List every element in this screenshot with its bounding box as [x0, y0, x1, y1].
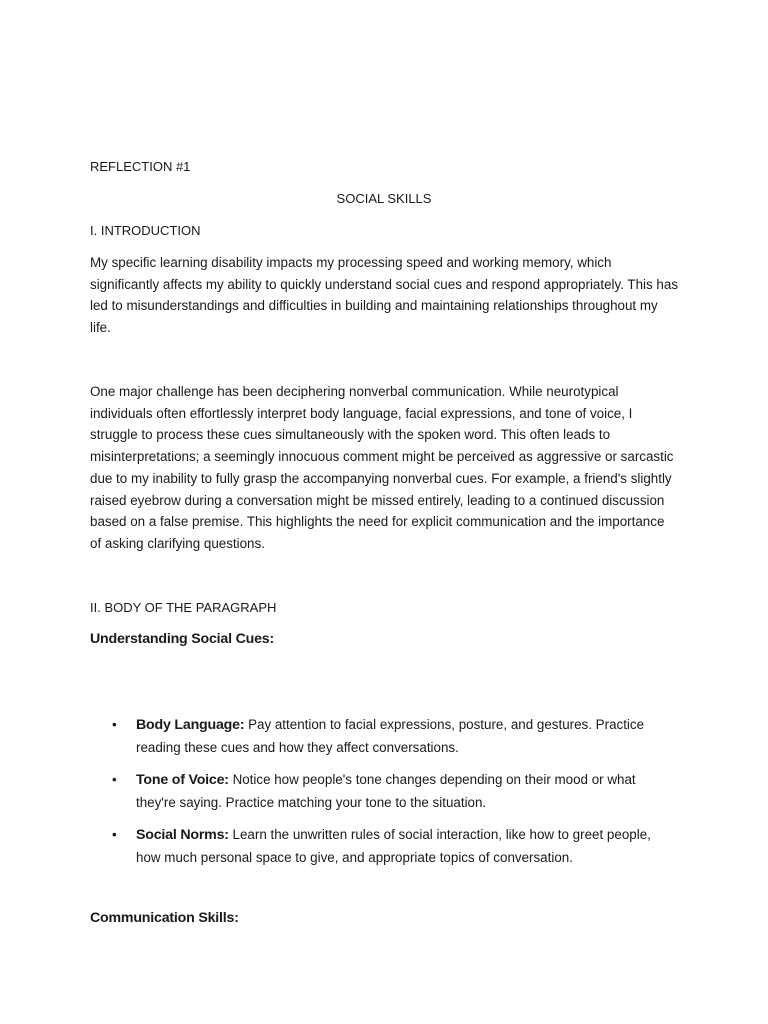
bullet-term: Body Language:: [136, 717, 245, 733]
intro-paragraph-1: My specific learning disability impacts my processing speed and working memory, which significantly affects my ability to quickly understand social cues and respond appropriately. This has led to misunderstandings and difficulties in building and maintaining relationships throughout my life.: [90, 255, 679, 336]
section-heading-body: II. BODY OF THE PARAGRAPH: [90, 600, 277, 615]
bullet-text: Pay attention to facial expressions, posture, and gestures. Practice reading these cues and how they affect conversations.: [136, 717, 645, 755]
subheading-understanding-social-cues: Understanding Social Cues:: [90, 631, 274, 647]
bullet-term: Social Norms:: [136, 826, 229, 843]
bullet-text: Learn the unwritten rules of social interaction, like how to greet people, how much personal space to give, and appropriate topics of conversation.: [136, 826, 651, 865]
bullet-marker: •: [112, 771, 117, 787]
subheading-communication-skills: Communication Skills:: [90, 910, 239, 926]
bullet-marker: •: [112, 826, 117, 842]
document-title: SOCIAL SKILLS: [336, 191, 432, 206]
bullet-text: Notice how people's tone changes depending on their mood or what they're saying. Practice matching your tone to the situation.: [136, 771, 636, 810]
list-item: [90, 769, 678, 813]
bullet-term: Tone of Voice:: [136, 771, 229, 788]
reflection-label: REFLECTION #1: [90, 159, 191, 174]
intro-paragraph-2: One major challenge has been deciphering nonverbal communication. While neurotypical individuals often effortlessly interpret body language, facial expressions, and tone of voice, I struggle to process these cues simultaneously with the spoken word. This often leads to misinterpretations; a seemingly innocuous comment might be perceived as aggressive or sarcastic due to my inability to fully grasp the accompanying nonverbal cues. For example, a friend's slightly raised eyebrow during a conversation might be missed entirely, leading to a continued discussion based on a false premise. This highlights the need for explicit communication and the importance of asking clarifying questions.: [90, 384, 674, 551]
social-cues-list: [90, 714, 678, 879]
list-item: [90, 714, 678, 758]
bullet-marker: •: [112, 717, 117, 732]
section-heading-introduction: I. INTRODUCTION: [90, 223, 201, 238]
list-item: [90, 824, 678, 868]
